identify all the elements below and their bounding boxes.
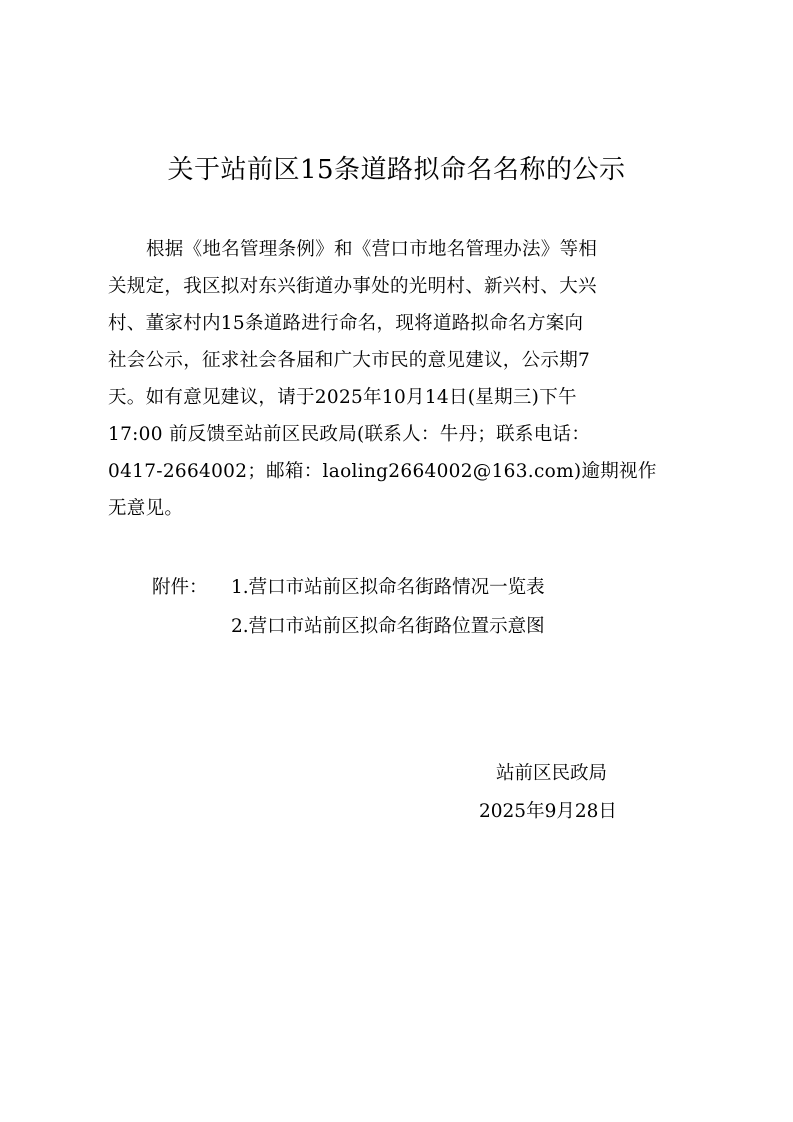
attachment-item-2: 2.营口市站前区拟命名街路位置示意图 — [231, 616, 545, 637]
body-line-2: 关规定，我区拟对东兴街道办事处的光明村、新兴村、大兴 — [108, 276, 597, 297]
body-line-5: 天。如有意见建议，请于2025年10月14日(星期三)下午 — [108, 387, 577, 408]
attachments-label: 附件： — [152, 577, 208, 598]
body-line-7: 0417-2664002；邮箱：laoling2664002@163.com)逾期视作 — [108, 461, 657, 482]
signature-date: 2025年9月28日 — [479, 801, 617, 822]
body-line-3: 村、董家村内15条道路进行命名，现将道路拟命名方案向 — [108, 313, 584, 334]
signature-organization: 站前区民政局 — [496, 763, 608, 784]
body-line-6: 17:00 前反馈至站前区民政局(联系人：牛丹；联系电话： — [108, 424, 591, 445]
attachment-item-1: 1.营口市站前区拟命名街路情况一览表 — [231, 577, 545, 598]
body-line-4: 社会公示，征求社会各届和广大市民的意见建议，公示期7 — [108, 350, 591, 371]
body-line-1: 根据《地名管理条例》和《营口市地名管理办法》等相 — [146, 239, 598, 260]
body-line-8: 无意见。 — [108, 498, 184, 519]
document-title: 关于站前区15条道路拟命名名称的公示 — [167, 155, 626, 185]
